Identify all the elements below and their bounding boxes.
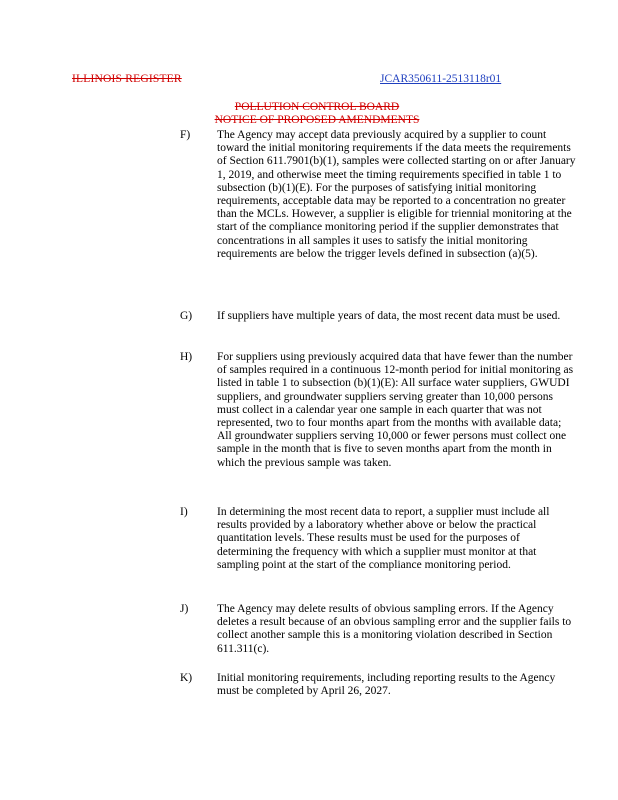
- item-text: The Agency may accept data previously acquired by a supplier to count toward the initial monitoring requirements if the data meets the requirements of Section 611.7901(b)(1), samples were collected starting on or after January 1, 2019, and otherwise meet the timing requirements specified in table 1 to subsection (b)(1)(E). For the purposes of satisfying initial monitoring requirements, acceptable data may be reported to a concentration no greater than the MCLs. However, a supplier is eligible for triennial monitoring at the start of the compliance monitoring period if the supplier demonstrates that concentrations in all samples it uses to satisfy the initial monitoring requirements are below the trigger levels defined in subsection (a)(5).: [217, 129, 576, 260]
- list-item-f: [180, 129, 580, 261]
- item-text: For suppliers using previously acquired data that have fewer than the number of samples required in a continuous 12-month period for initial monitoring as listed in table 1 to subsection (b)(1)(E): All surface water suppliers, GWUDI suppliers, and groundwater suppliers serving greater than 10,000 persons must collect in a calendar year one sample in each quarter that was not represented, two to four months apart from the months with available data; All groundwater suppliers serving 10,000 or fewer persons must collect one sample in the month that is five to seven months apart from the month in which the previous sample was taken.: [217, 351, 574, 469]
- item-label: G): [180, 310, 193, 322]
- board-title: POLLUTION CONTROL BOARD: [234, 101, 400, 113]
- item-label: H): [180, 351, 193, 363]
- item-text: Initial monitoring requirements, including reporting results to the Agency must be completed by April 26, 2027.: [217, 672, 556, 698]
- register-header: ILLINOIS REGISTER: [72, 73, 182, 85]
- document-id: JCAR350611-2513118r01: [380, 73, 502, 85]
- list-item-i: [180, 506, 580, 572]
- notice-title: NOTICE OF PROPOSED AMENDMENTS: [214, 114, 420, 126]
- list-item-g: [180, 310, 580, 323]
- item-label: F): [180, 129, 191, 141]
- item-text: The Agency may delete results of obvious sampling errors. If the Agency deletes a result because of an obvious sampling error and the supplier fails to collect another sample this is a monitoring violation described in Section 611.311(c).: [217, 603, 572, 655]
- item-label: K): [180, 672, 193, 684]
- item-label: I): [180, 506, 188, 518]
- list-item-h: [180, 351, 580, 470]
- item-text: If suppliers have multiple years of data, the most recent data must be used.: [217, 310, 561, 322]
- list-item-k: [180, 672, 580, 698]
- item-text: In determining the most recent data to report, a supplier must include all results provided by a laboratory whether above or below the practical quantitation levels. These results must be used for the purposes of determining the frequency with which a supplier must monitor at that sampling point at the start of the compliance monitoring period.: [217, 506, 550, 571]
- list-item-j: [180, 603, 580, 656]
- item-label: J): [180, 603, 189, 615]
